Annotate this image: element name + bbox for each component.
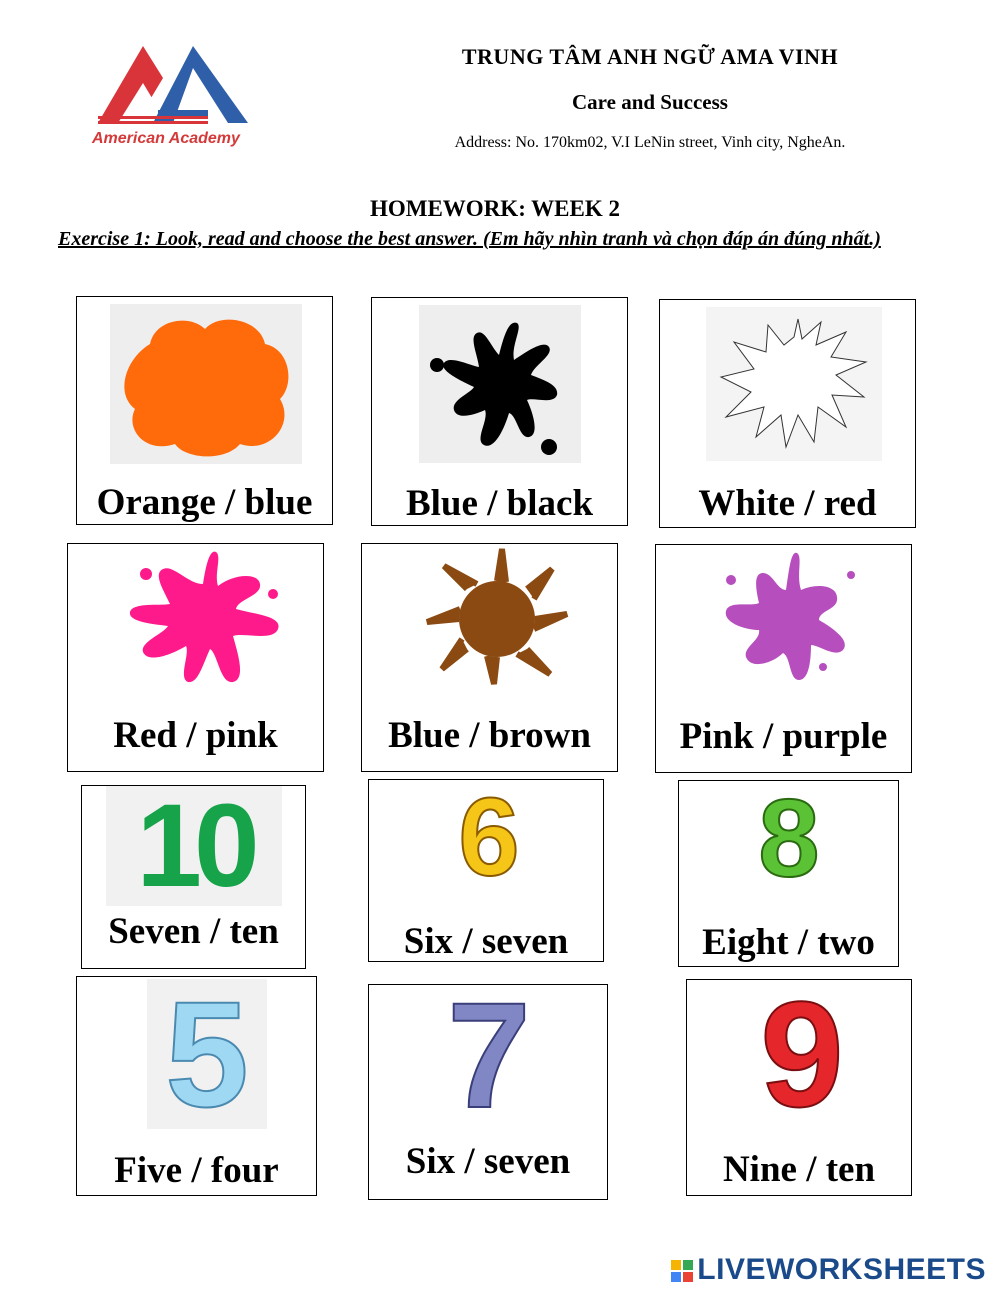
card-label: Six / seven: [403, 921, 569, 962]
number-7-image: 7: [447, 971, 531, 1139]
exercise-instruction: Exercise 1: Look, read and choose the best answer. (Em hãy nhìn tranh và chọn đáp án đúng nhất.): [58, 228, 881, 250]
card-label: White / red: [698, 483, 877, 524]
black-splat-icon: [419, 305, 581, 463]
logo-mark-icon: [88, 38, 258, 133]
pink-splat-icon: [118, 544, 288, 689]
card-label: Seven / ten: [108, 911, 279, 952]
number-5-image: 5: [147, 979, 267, 1129]
card-label: Six / seven: [405, 1141, 571, 1182]
card-number-5[interactable]: [76, 970, 317, 1196]
footer-brand: [671, 1253, 986, 1287]
card-number-10[interactable]: [81, 780, 306, 969]
homework-title: HOMEWORK: WEEK 2: [369, 196, 621, 221]
white-splat-icon: [706, 307, 882, 461]
purple-splat-icon: [711, 545, 866, 690]
white-splat-image: [706, 307, 882, 461]
card-black-splat[interactable]: [371, 297, 628, 526]
card-label: Orange / blue: [96, 482, 313, 523]
brown-splat-icon: [422, 544, 572, 689]
card-purple-splat[interactable]: [655, 544, 912, 773]
card-label: Eight / two: [702, 922, 875, 963]
card-label: Five / four: [114, 1150, 279, 1191]
number-8-image: 8: [758, 777, 820, 900]
card-label: Pink / purple: [679, 716, 888, 757]
card-number-7[interactable]: [368, 971, 608, 1200]
orange-splat-icon: [110, 304, 302, 464]
card-label: Blue / brown: [388, 715, 591, 756]
logo: [88, 38, 258, 153]
card-label: Nine / ten: [722, 1149, 876, 1190]
card-number-9[interactable]: [686, 970, 912, 1196]
logo-text: American Academy: [92, 130, 240, 147]
black-splat-image: [419, 305, 581, 463]
card-number-8[interactable]: [678, 777, 899, 967]
card-brown-splat[interactable]: [361, 543, 618, 772]
card-label: Red / pink: [113, 715, 278, 756]
card-orange-splat[interactable]: [76, 296, 333, 525]
slogan: Care and Success: [572, 90, 728, 114]
address: Address: No. 170km02, V.I LeNin street, Vinh city, NgheAn.: [454, 134, 846, 151]
number-6-image: 6: [458, 776, 520, 899]
liveworksheets-logo-icon: [671, 1260, 693, 1282]
card-label: Blue / black: [405, 483, 594, 524]
number-9-image: 9: [760, 970, 844, 1138]
footer-brand-text: LIVEWORKSHEETS: [697, 1253, 986, 1286]
orange-splat-image: [110, 304, 302, 464]
card-white-splat[interactable]: [659, 299, 916, 528]
card-pink-splat[interactable]: [67, 543, 324, 772]
card-number-6[interactable]: [368, 776, 604, 962]
number-10-image: 10: [106, 786, 282, 906]
center-name: TRUNG TÂM ANH NGỮ AMA VINH: [461, 44, 839, 69]
